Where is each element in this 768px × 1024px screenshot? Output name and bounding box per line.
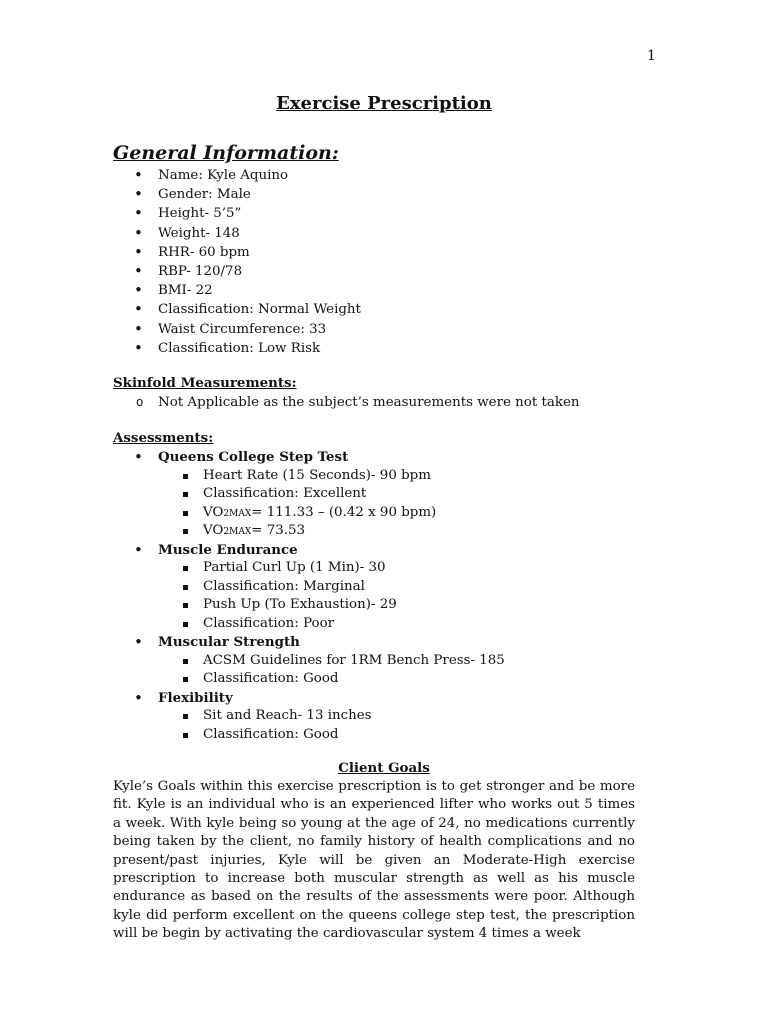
vo2-subscript: 2MAX: [223, 527, 252, 537]
skinfold-list: [158, 393, 580, 412]
list-item: ACSM Guidelines for 1RM Bench Press- 185: [203, 652, 505, 671]
document-title: Exercise Prescription: [276, 93, 492, 114]
list-item: Partial Curl Up (1 Min)- 30: [203, 559, 505, 578]
general-information-heading: General Information:: [113, 142, 339, 164]
assessment-label: • Flexibility: [158, 689, 233, 706]
list-item: • Weight- 148: [158, 224, 361, 243]
step-test-details: [158, 467, 505, 541]
flexibility-details: [158, 707, 505, 744]
vo2-symbol: VO: [203, 504, 224, 520]
list-item: Classification: Good: [203, 726, 505, 745]
client-goals-paragraph: Kyle’s Goals within this exercise prescription is to get stronger and be more fit. Kyle is an individual who is an experienced lifter who works out 5 times a week. With kyle being so young at the age of 24, no medications currently being taken by the client, no family history of health complications and no present/past injuries, Kyle will be given an Moderate-High exercise prescription to increase both muscular strength as well as his muscle endurance as based on the results of the assessments were poor. Although kyle did perform excellent on the queens college step test, the prescription will be begin by activating the cardiovascular system 4 times a week: [113, 779, 635, 942]
vo2-calculation: [203, 504, 505, 523]
list-item: • Classification: Low Risk: [158, 339, 361, 358]
assessments-list: [158, 448, 505, 744]
assessment-muscular-strength: [158, 633, 505, 689]
assessment-flexibility: [158, 689, 505, 745]
list-item: • Height- 5’5”: [158, 204, 361, 223]
list-item: o Not Applicable as the subject’s measurements were not taken: [158, 393, 580, 412]
assessment-label: • Muscular Strength: [158, 634, 300, 650]
list-item: Heart Rate (15 Seconds)- 90 bpm: [203, 467, 505, 486]
assessment-muscle-endurance: [158, 541, 505, 634]
list-item: Classification: Marginal: [203, 578, 505, 597]
vo2-subscript: 2MAX: [223, 508, 252, 519]
assessment-label: • Queens College Step Test: [158, 449, 349, 465]
list-item: • Gender: Male: [158, 185, 361, 204]
list-item: Sit and Reach- 13 inches: [203, 707, 505, 726]
vo2-value: = 73.53: [251, 523, 306, 538]
list-item: • Name: Kyle Aquino: [158, 166, 361, 185]
list-item: Push Up (To Exhaustion)- 29: [203, 596, 505, 615]
skinfold-heading: Skinfold Measurements:: [113, 375, 297, 391]
list-item: • BMI- 22: [158, 281, 361, 300]
vo2-symbol: VO: [203, 523, 224, 538]
strength-details: [158, 652, 505, 689]
assessments-heading: Assessments:: [113, 430, 214, 446]
list-item: Classification: Excellent: [203, 485, 505, 504]
general-information-list: [158, 166, 361, 358]
assessment-step-test: [158, 448, 505, 541]
assessment-label: • Muscle Endurance: [158, 541, 298, 558]
client-goals-heading: Client Goals: [338, 760, 430, 776]
list-item: • RBP- 120/78: [158, 262, 361, 281]
list-item: • Waist Circumference: 33: [158, 320, 361, 339]
list-item: Classification: Poor: [203, 615, 505, 634]
page-number: 1: [647, 48, 656, 64]
list-item: • Classification: Normal Weight: [158, 300, 361, 319]
vo2-result: [203, 522, 505, 541]
list-item: Classification: Good: [203, 670, 505, 689]
list-item: • RHR- 60 bpm: [158, 243, 361, 262]
endurance-details: [158, 559, 505, 633]
vo2-equation: = 111.33 – (0.42 x 90 bpm): [251, 504, 437, 520]
